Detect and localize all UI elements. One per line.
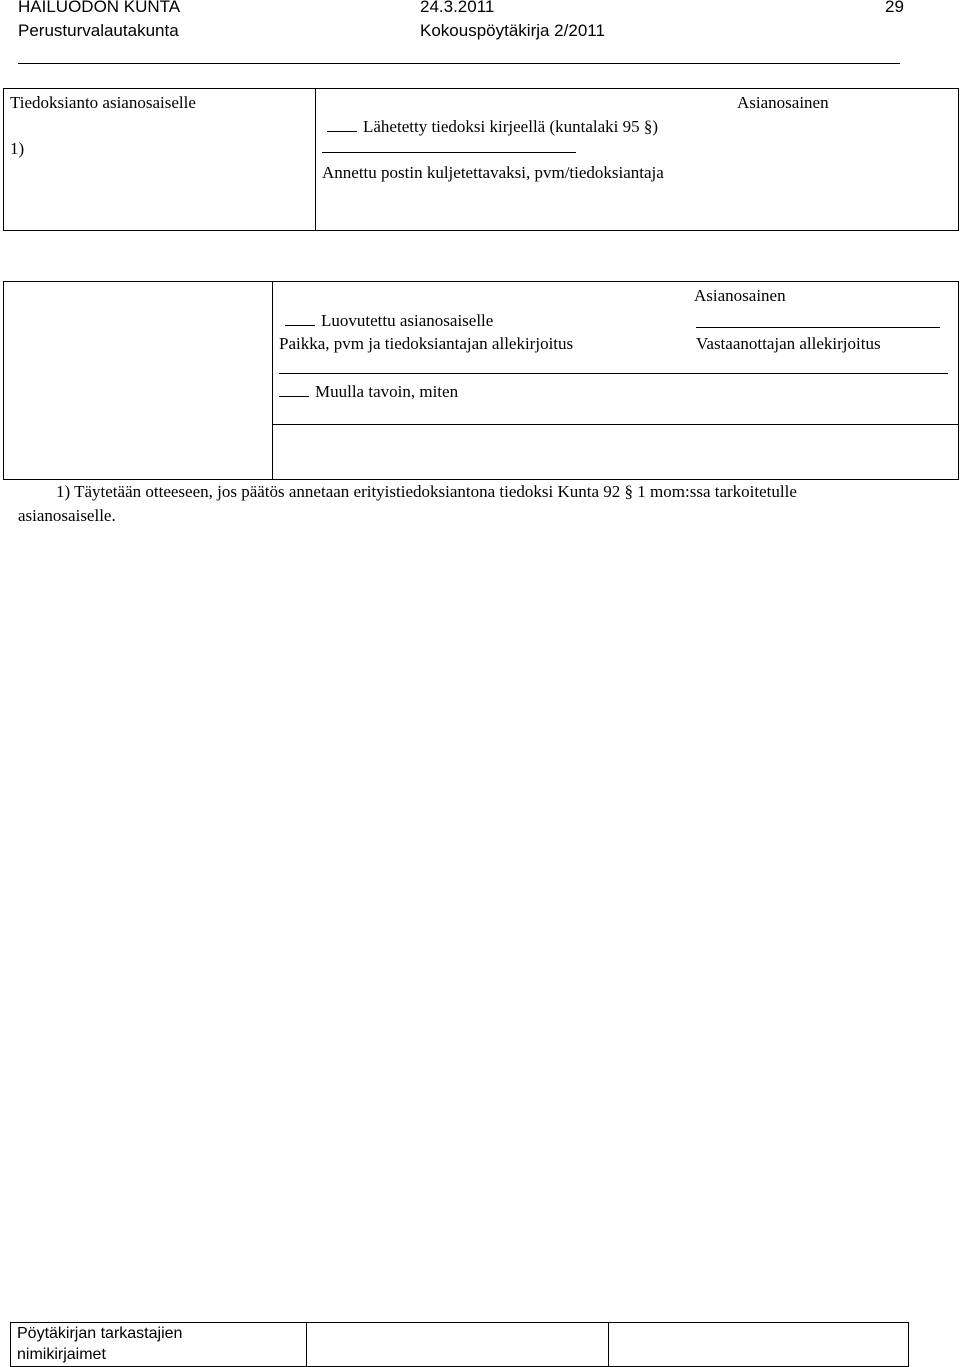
handover-box-inner-divider (272, 424, 959, 425)
handover-party-label: Asianosainen (694, 286, 786, 305)
board-name: Perusturvalautakunta (18, 21, 179, 40)
other-way-option (279, 382, 458, 400)
signature-line[interactable] (279, 373, 948, 374)
sent-by-letter-option (327, 117, 658, 135)
checkbox-blank[interactable] (279, 382, 309, 397)
handover-box-divider (272, 281, 273, 480)
recipient-signature-line[interactable] (696, 327, 940, 328)
inspectors-label-1: Pöytäkirjan tarkastajien (17, 1325, 183, 1342)
notice-box-divider (315, 88, 316, 231)
recipient-signature-label: Vastaanottajan allekirjoitus (696, 334, 881, 353)
handed-over-option (285, 311, 493, 329)
handed-over-label: Luovutettu asianosaiselle (321, 311, 494, 330)
party-label: Asianosainen (737, 93, 829, 112)
minutes-title: Kokouspöytäkirja 2/2011 (420, 21, 605, 40)
meeting-date: 24.3.2011 (420, 0, 495, 16)
footnote-line-2: asianosaiselle. (18, 506, 116, 525)
municipality-name: HAILUODON KUNTA (18, 0, 181, 16)
inspectors-label-2: nimikirjaimet (17, 1346, 106, 1363)
inspectors-col-divider-2 (608, 1322, 609, 1367)
checkbox-blank[interactable] (285, 311, 315, 326)
header-divider (18, 63, 900, 64)
footnote-line-1: 1) Täytetään otteeseen, jos päätös annetaan erityistiedoksiantona tiedoksi Kunta 92 § 1 mom:ssa tarkoitetulle (56, 482, 797, 501)
checkbox-blank[interactable] (327, 117, 357, 132)
posting-date-line[interactable] (322, 152, 576, 153)
sent-by-letter-label: Lähetetty tiedoksi kirjeellä (kuntalaki 95 §) (363, 117, 659, 136)
inspectors-col-divider-1 (306, 1322, 307, 1367)
notice-title: Tiedoksianto asianosaiselle (10, 93, 196, 112)
other-way-label: Muulla tavoin, miten (315, 382, 459, 401)
posted-label: Annettu postin kuljetettavaksi, pvm/tiedoksiantaja (322, 163, 664, 182)
footnote-ref: 1) (10, 139, 25, 158)
page-number: 29 (885, 0, 904, 16)
place-date-signature-label: Paikka, pvm ja tiedoksiantajan allekirjoitus (279, 334, 574, 353)
